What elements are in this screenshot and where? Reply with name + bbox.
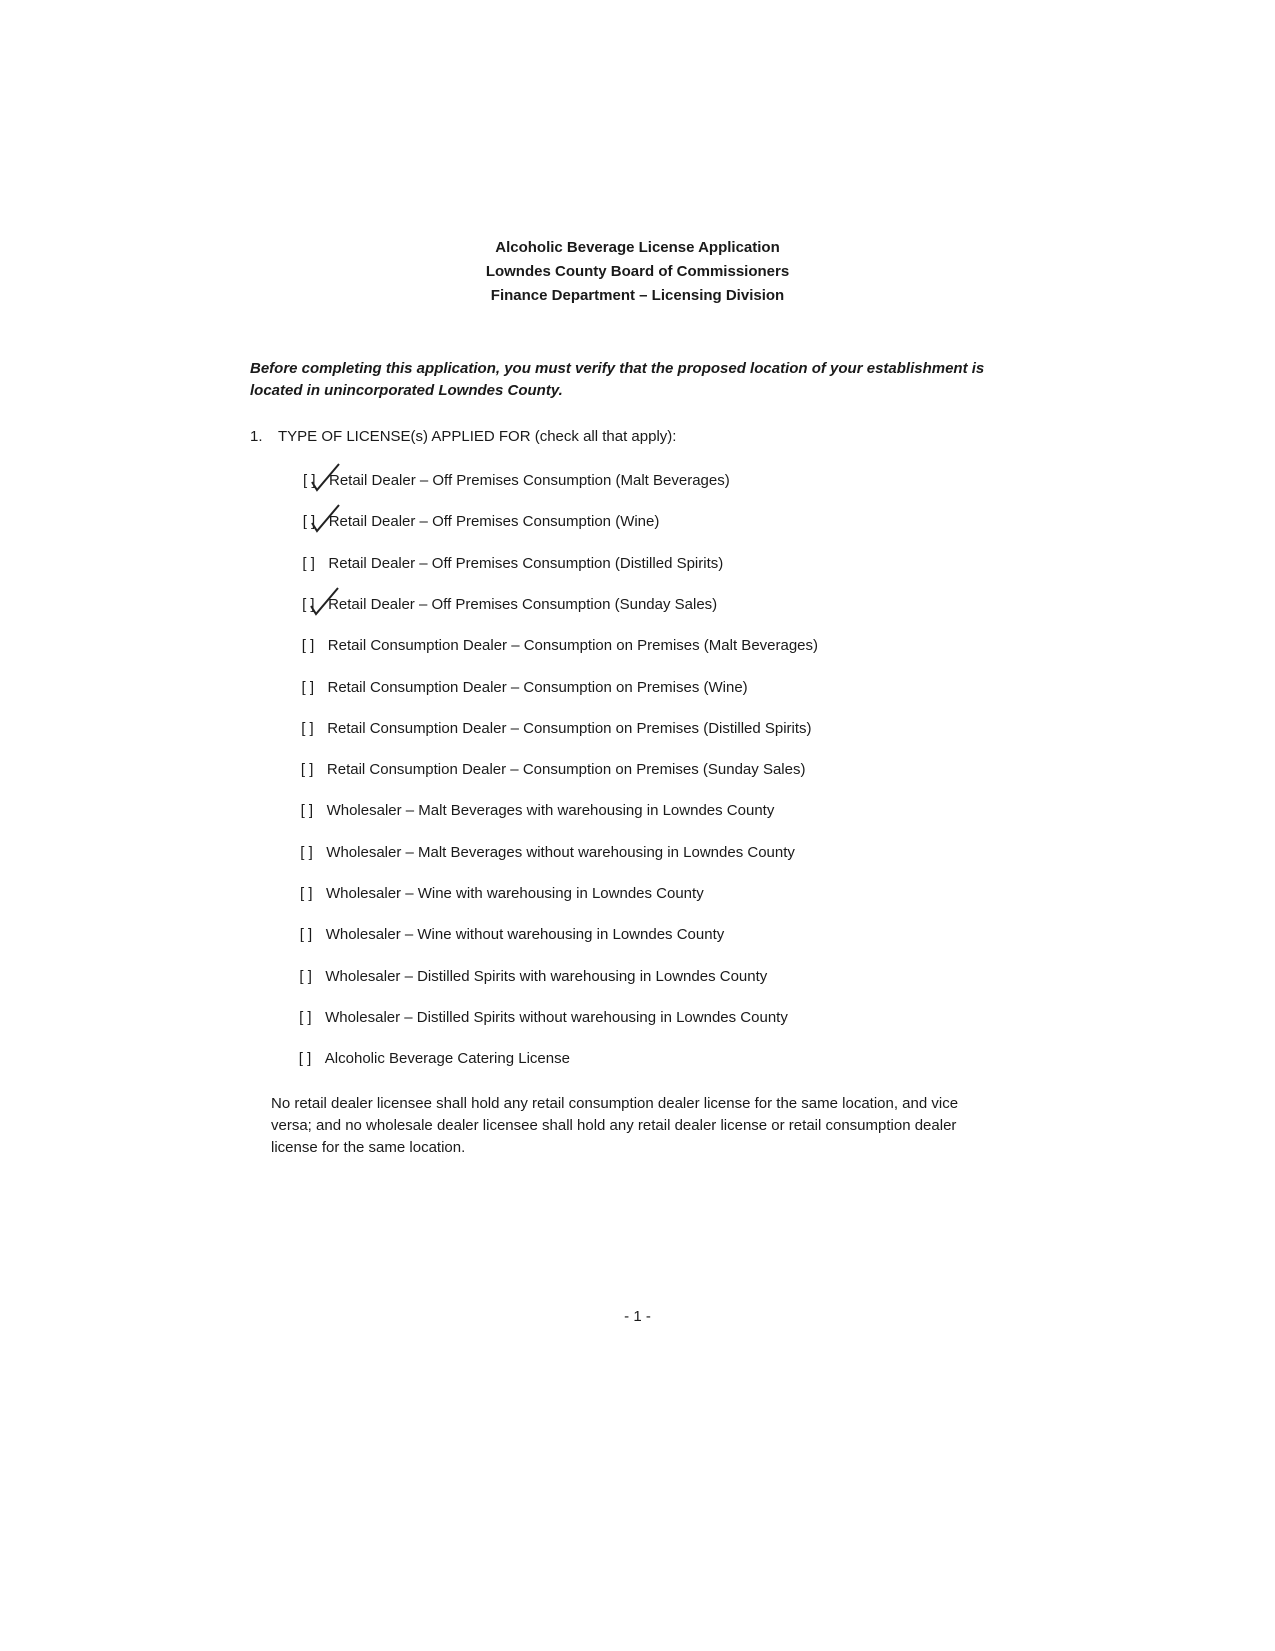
checkbox[interactable]: [ ] <box>300 843 313 861</box>
handwritten-checkmark-icon <box>309 460 343 498</box>
checkbox[interactable]: [ ] <box>303 513 329 530</box>
license-option-label: Retail Consumption Dealer – Consumption on Premises (Sunday Sales) <box>326 761 806 779</box>
checkbox[interactable]: [ ] <box>302 554 315 572</box>
checkbox[interactable]: [ ] <box>303 472 329 489</box>
checkbox[interactable]: [ ] <box>301 719 314 737</box>
checkbox[interactable]: [ ] <box>299 967 312 985</box>
question-number: 1. <box>250 428 263 445</box>
document-subtitle-county: Lowndes County Board of Commissioners <box>485 263 790 280</box>
license-option[interactable] <box>302 596 717 613</box>
license-option[interactable] <box>300 885 704 902</box>
license-option[interactable] <box>302 555 723 572</box>
checkbox[interactable]: [ ] <box>298 1050 312 1068</box>
restriction-note: No retail dealer licensee shall hold any retail consumption dealer license for the same location, and vice versa; and no wholesale dealer licensee shall hold any retail dealer license or retail consumption dealer license for the same location. <box>271 1095 959 1156</box>
license-option-label: Alcoholic Beverage Catering License <box>324 1050 570 1068</box>
license-option-label: Wholesaler – Malt Beverages without warehousing in Lowndes County <box>326 843 795 861</box>
license-option[interactable] <box>303 472 730 489</box>
license-option-label: Retail Dealer – Off Premises Consumption (Distilled Spirits) <box>328 554 724 572</box>
license-option-label: Retail Dealer – Off Premises Consumption (Wine) <box>328 513 660 531</box>
license-option[interactable] <box>301 802 775 819</box>
license-option-label: Retail Dealer – Off Premises Consumption (Sunday Sales) <box>328 595 718 613</box>
license-option[interactable] <box>300 844 795 861</box>
checkbox[interactable]: [ ] <box>302 596 328 613</box>
checkbox[interactable]: [ ] <box>301 637 315 655</box>
license-option-label: Wholesaler – Wine without warehousing in Lowndes County <box>325 926 725 944</box>
license-option[interactable] <box>302 637 818 654</box>
checkbox[interactable]: [ ] <box>300 885 313 902</box>
license-option-label: Wholesaler – Wine with warehousing in Lowndes County <box>326 885 704 902</box>
license-option-label: Retail Consumption Dealer – Consumption on Premises (Wine) <box>327 678 748 696</box>
license-option-label: Wholesaler – Distilled Spirits without warehousing in Lowndes County <box>325 1008 788 1026</box>
question-label: TYPE OF LICENSE(s) APPLIED FOR (check all that apply): <box>278 428 677 445</box>
handwritten-checkmark-icon <box>309 501 343 539</box>
document-title: Alcoholic Beverage License Application <box>495 239 780 256</box>
page-number: - 1 - <box>624 1308 651 1325</box>
checkbox[interactable]: [ ] <box>299 926 313 944</box>
license-option[interactable] <box>299 1009 788 1026</box>
license-option[interactable] <box>300 926 725 943</box>
document-subtitle-department: Finance Department – Licensing Division <box>490 287 785 304</box>
checkbox[interactable]: [ ] <box>301 678 315 696</box>
license-option[interactable] <box>301 720 811 737</box>
handwritten-checkmark-icon <box>308 584 342 622</box>
license-option[interactable] <box>299 1050 570 1067</box>
license-option[interactable] <box>302 679 748 696</box>
license-option-label: Retail Dealer – Off Premises Consumption (Malt Beverages) <box>329 472 730 489</box>
intro-instruction: Before completing this application, you must verify that the proposed location of your establishment is located in unincorporated Lowndes County. <box>250 360 985 399</box>
license-option-label: Retail Consumption Dealer – Consumption on Premises (Malt Beverages) <box>327 637 819 655</box>
license-option-label: Wholesaler – Distilled Spirits with warehousing in Lowndes County <box>325 967 768 985</box>
license-option-label: Wholesaler – Malt Beverages with warehousing in Lowndes County <box>326 802 775 820</box>
license-option[interactable] <box>301 761 806 778</box>
checkbox[interactable]: [ ] <box>300 802 314 820</box>
license-option[interactable] <box>303 513 660 530</box>
license-option[interactable] <box>299 968 767 985</box>
checkbox[interactable]: [ ] <box>299 1008 312 1026</box>
checkbox[interactable]: [ ] <box>300 761 314 779</box>
question-1 <box>250 428 676 445</box>
license-option-label: Retail Consumption Dealer – Consumption on Premises (Distilled Spirits) <box>327 719 812 737</box>
